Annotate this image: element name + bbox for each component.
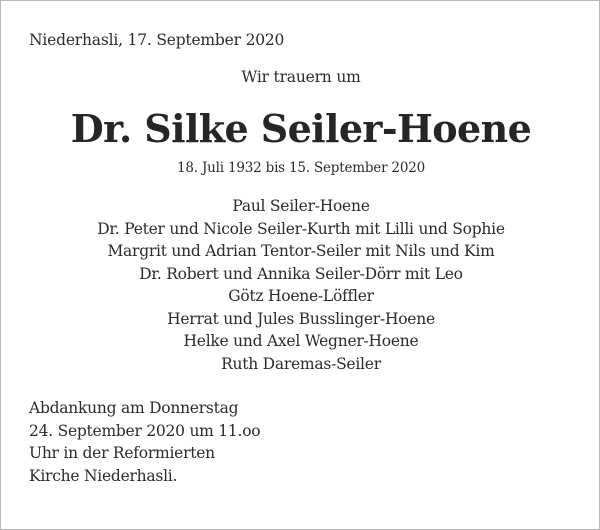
service-line: Kirche Niederhasli. xyxy=(29,466,178,485)
deceased-name: Dr. Silke Seiler-Hoene xyxy=(70,106,532,151)
mourner-entry: Margrit und Adrian Tentor-Seiler mit Nils und Kim xyxy=(107,242,495,260)
service-line: 24. September 2020 um 11.oo xyxy=(29,421,261,440)
service-line: Uhr in der Reformierten xyxy=(29,444,215,462)
mourner-entry: Götz Hoene-Löffler xyxy=(228,287,374,305)
service-line: Abdankung am Donnerstag xyxy=(29,399,239,417)
intro-line: Wir trauern um xyxy=(241,68,361,86)
mourner-entry: Dr. Peter und Nicole Seiler-Kurth mit Lilli und Sophie xyxy=(97,219,505,238)
mourners-list xyxy=(1,195,600,375)
mourner-entry: Paul Seiler-Hoene xyxy=(232,197,370,215)
mourner-entry: Ruth Daremas-Seiler xyxy=(221,354,381,373)
place-date: Niederhasli, 17. September 2020 xyxy=(29,31,285,49)
mourner-entry: Dr. Robert und Annika Seiler-Dörr mit Leo xyxy=(139,264,463,283)
service-details xyxy=(29,397,260,487)
life-dates: 18. Juli 1932 bis 15. September 2020 xyxy=(176,160,425,176)
mourner-entry: Herrat und Jules Busslinger-Hoene xyxy=(167,309,435,328)
mourner-entry: Helke und Axel Wegner-Hoene xyxy=(183,332,419,350)
